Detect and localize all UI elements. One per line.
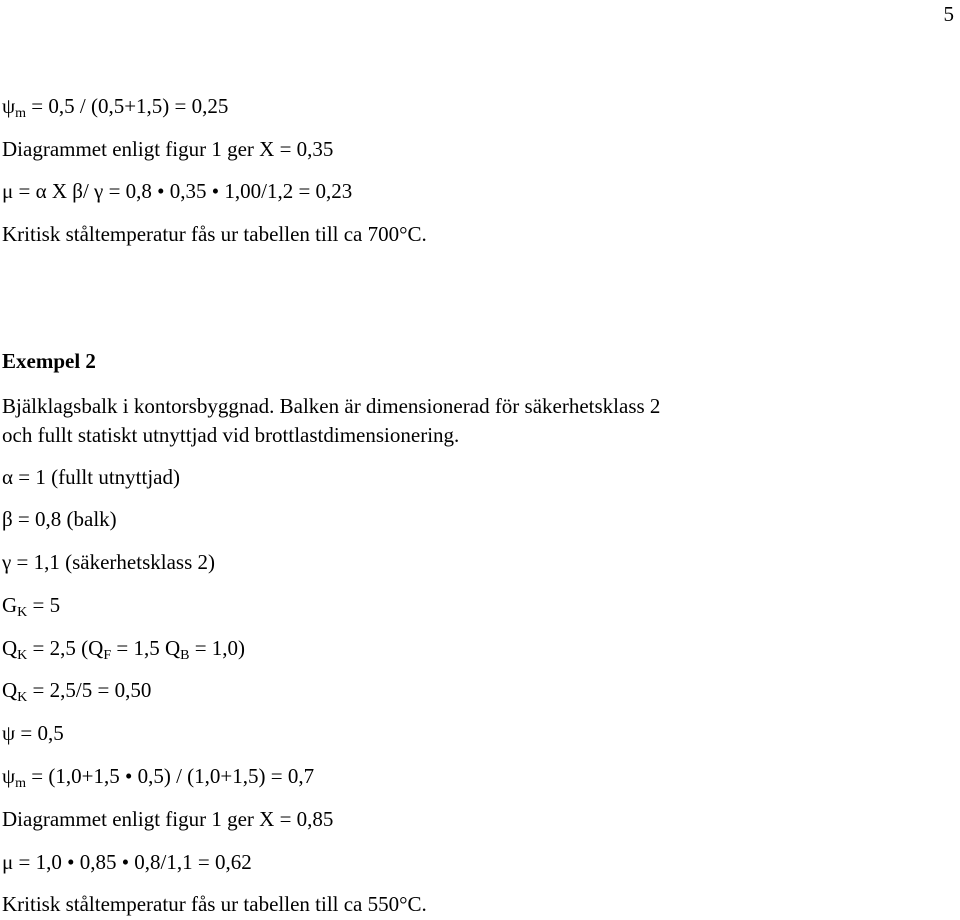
beta-line: β = 0,8 (balk) — [2, 507, 117, 531]
description-line-1: Bjälklagsbalk i kontorsbyggnad. Balken är dimensionerad för säkerhetsklass 2 — [2, 394, 661, 418]
qk-line-1: $Q_K = 2,5$ ($Q_F = 1,5$ $Q_B = 1,0$) — [2, 636, 246, 663]
description-line-2: och fullt statiskt utnyttjad vid brottlastdimensionering. — [2, 423, 460, 447]
qk-line-2: $Q_K = 2,5/5 = 0,50$ — [2, 678, 152, 705]
psi-line: ψ = 0,5 — [2, 721, 64, 745]
critical-temp-line-2: Kritisk ståltemperatur fås ur tabellen till ca 550°C. — [2, 892, 427, 916]
psi-m-line-2: $\psi_m = (1,0+1,5$ • 0,5) / (1,0+1,5) = 0,7 — [2, 764, 315, 791]
diagram-result-line-2: Diagrammet enligt figur 1 ger X = 0,85 — [2, 807, 334, 831]
page-number: 5 — [943, 2, 954, 26]
psi-m-line-1: $\psi_m = 0,5 / (0,5+1,5) = 0,25$ — [2, 94, 229, 121]
critical-temp-line-1: Kritisk ståltemperatur fås ur tabellen till ca 700°C. — [2, 222, 427, 246]
diagram-result-line-1: Diagrammet enligt figur 1 ger X = 0,35 — [2, 137, 334, 161]
alpha-line: α = 1 (fullt utnyttjad) — [2, 465, 180, 489]
gk-line: $G_K = 5$ — [2, 593, 61, 620]
mu-line-2: μ = 1,0 • 0,85 • 0,8/1,1 = 0,62 — [2, 850, 252, 874]
gamma-line: γ = 1,1 (säkerhetsklass 2) — [2, 550, 215, 574]
mu-line-1: μ = α X β/ γ = 0,8 • 0,35 • 1,00/1,2 = 0,23 — [2, 179, 353, 203]
example-heading: Exempel 2 — [2, 349, 96, 373]
